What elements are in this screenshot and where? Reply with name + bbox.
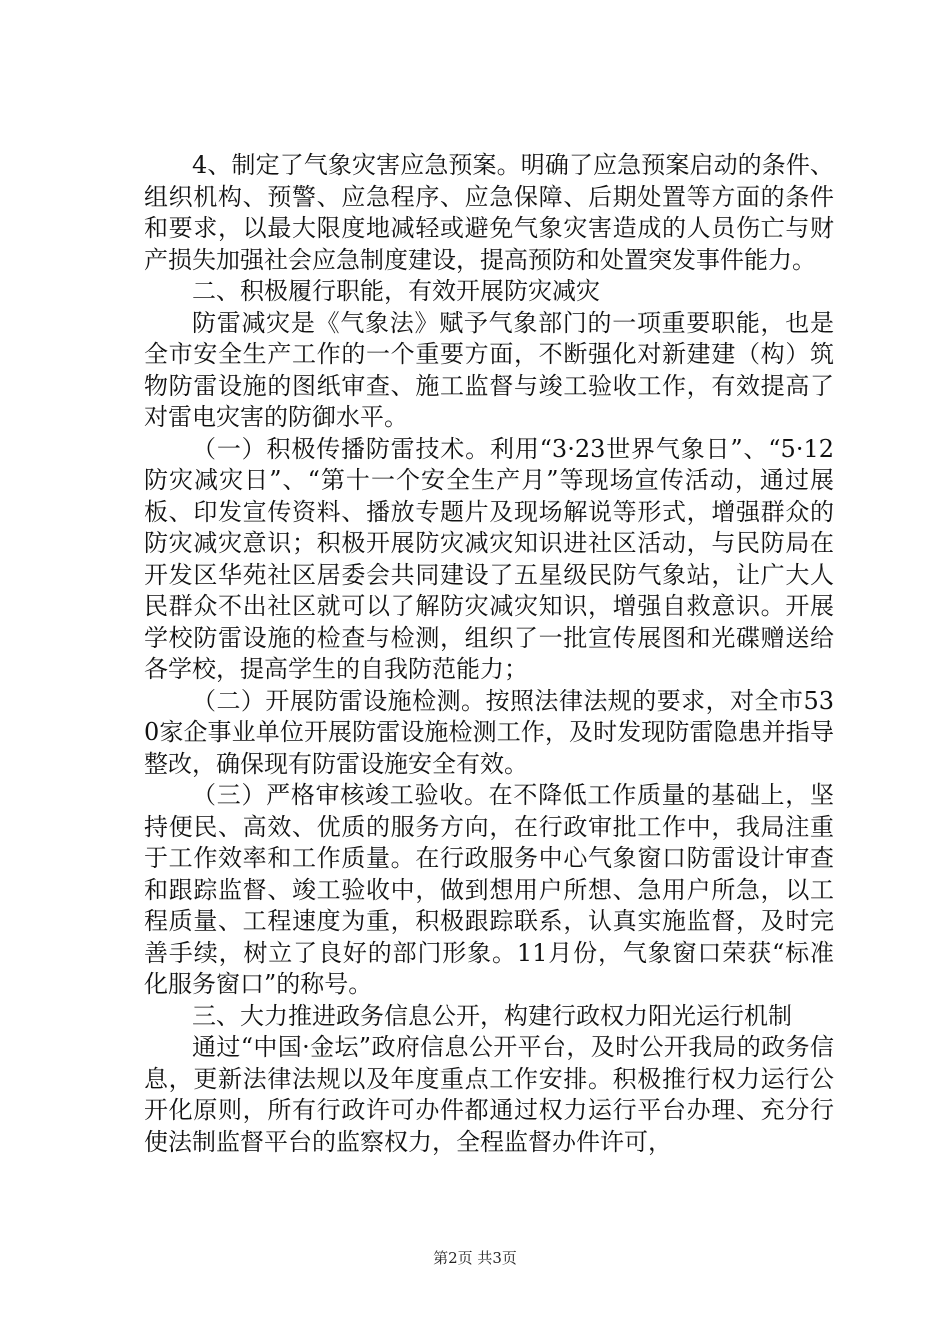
section-heading-disaster-prevention: 二、积极履行职能，有效开展防灾减灾 <box>192 277 600 305</box>
paragraph-facility-inspection: （二）开展防雷设施检测。按照法律法规的要求，对全市530家企事业单位开展防雷设施检测工作，及时发现防雷隐患并指导整改，确保现有防雷设施安全有效。 <box>144 686 834 778</box>
paragraph-emergency-plan: 4、制定了气象灾害应急预案。明确了应急预案启动的条件、组织机构、预警、应急程序、应急保障、后期处置等方面的条件和要求，以最大限度地减轻或避免气象灾害造成的人员伤亡与财产损失加强社会应急制度建设，提高预防和处置突发事件能力。 <box>144 151 834 274</box>
paragraph-government-info: 通过“中国·金坛”政府信息公开平台，及时公开我局的政务信息，更新法律法规以及年度重点工作安排。积极推行权力运行公开化原则，所有行政许可办件都通过权力运行平台办理、充分行使法制监督平台的监察权力，全程监督办件许可， <box>144 1033 834 1156</box>
document-body <box>144 150 834 1158</box>
paragraph-acceptance-review: （三）严格审核竣工验收。在不降低工作质量的基础上，坚持便民、高效、优质的服务方向，在行政审批工作中，我局注重于工作效率和工作质量。在行政服务中心气象窗口防雷设计审查和跟踪监督、竣工验收中，做到想用户所想、急用户所急，以工程质量、工程速度为重，积极跟踪联系，认真实施监督，及时完善手续，树立了良好的部门形象。11月份，气象窗口荣获“标准化服务窗口”的称号。 <box>144 781 834 998</box>
section-heading-information-disclosure: 三、大力推进政务信息公开，构建行政权力阳光运行机制 <box>192 1001 792 1030</box>
page-number-footer: 第2页 共3页 <box>433 1249 517 1267</box>
paragraph-lightning-protection: 防雷减灾是《气象法》赋予气象部门的一项重要职能，也是全市安全生产工作的一个重要方面，不断强化对新建建（构）筑物防雷设施的图纸审查、施工监督与竣工验收工作，有效提高了对雷电灾害的防御水平。 <box>144 308 834 431</box>
paragraph-promote-technology: （一）积极传播防雷技术。利用“3·23世界气象日”、“5·12防灾减灾日”、“第十一个安全生产月”等现场宣传活动，通过展板、印发宣传资料、播放专题片及现场解说等形式，增强群众的防灾减灾意识；积极开展防灾减灾知识进社区活动，与民防局在开发区华苑社区居委会共同建设了五星级民防气象站，让广大人民群众不出社区就可以了解防灾减灾知识，增强自救意识。开展学校防雷设施的检查与检测，组织了一批宣传展图和光碟赠送给各学校，提高学生的自我防范能力； <box>144 434 834 683</box>
